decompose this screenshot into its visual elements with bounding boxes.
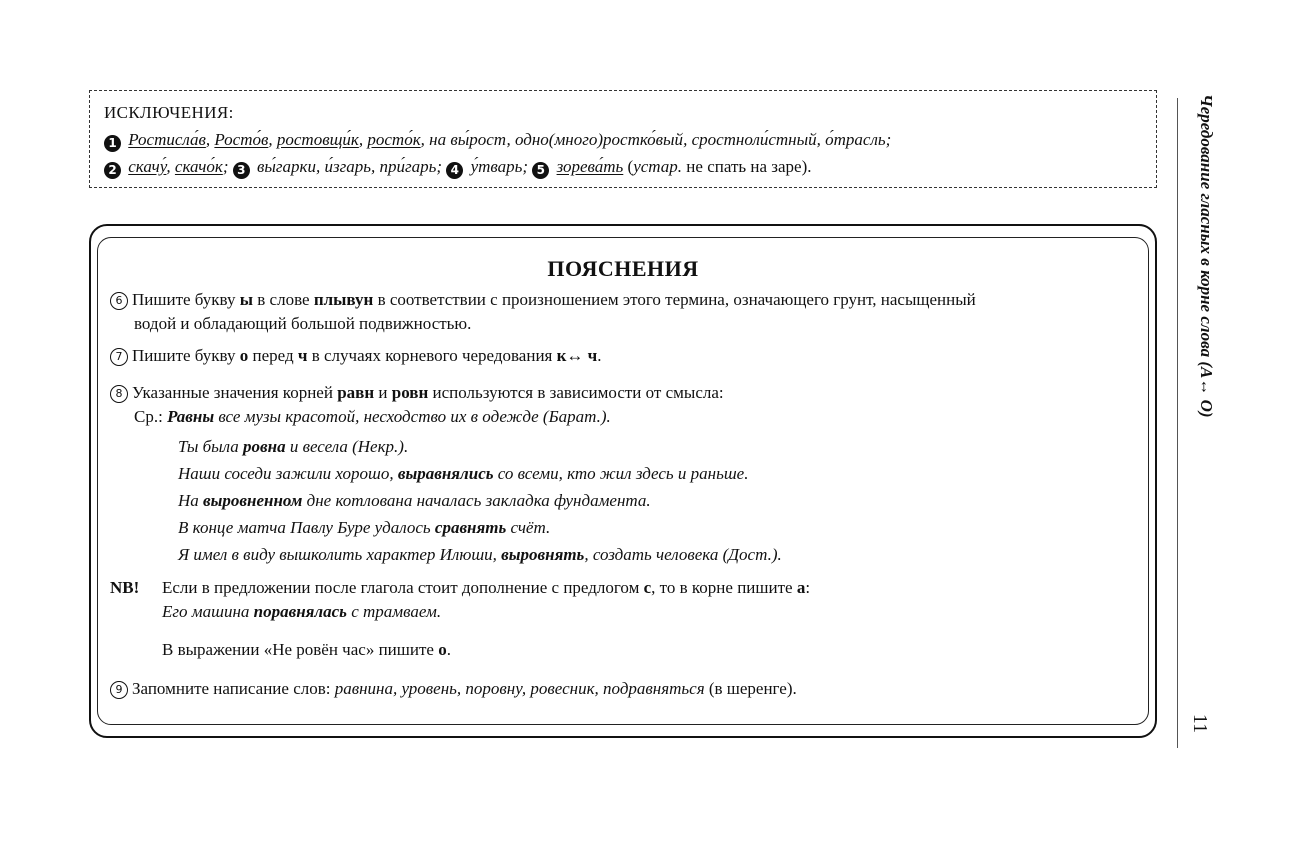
note-abbreviation: устар.	[633, 157, 683, 176]
exception-word: зорева́ть	[556, 157, 624, 176]
nb-label: NB!	[110, 578, 140, 597]
exception-word: о́трасль	[825, 130, 886, 149]
explanations-heading: ПОЯСНЕНИЯ	[547, 256, 699, 281]
number-3-badge: 3	[233, 162, 250, 179]
exceptions-box	[89, 90, 1157, 188]
page-number: 11	[1189, 713, 1212, 734]
number-8-circle: 8	[110, 385, 128, 403]
nb-note: NB! Если в предложении после глагола стоит дополнение с предлогом с, то в корне пишите а: Его машина поравнялась с трамваем. В выражении «Не ровён час» пишите о.	[110, 578, 811, 659]
running-title: Чередование гласных в корне слова (А↔ О)	[1197, 94, 1216, 418]
exceptions-line-2: 2 скачу́, скачо́к; 3 вы́гарки, и́згарь, при́гарь; 4 у́тварь; 5 зорева́ть (устар. не спать на заре).	[104, 153, 1142, 180]
number-4-badge: 4	[446, 162, 463, 179]
number-6-circle: 6	[110, 292, 128, 310]
exception-word: росто́к	[367, 130, 421, 149]
number-2-badge: 2	[104, 162, 121, 179]
exception-word: на вы́рост	[429, 130, 507, 149]
number-1-badge: 1	[104, 135, 121, 152]
exception-word: вы́гарки	[257, 157, 316, 176]
explanations-box	[89, 224, 1157, 738]
exception-word: Ростисла́в	[128, 130, 206, 149]
exception-word: скачо́к	[174, 157, 223, 176]
number-9-circle: 9	[110, 681, 128, 699]
exception-word: у́тварь	[470, 157, 523, 176]
explanations-inner-frame	[97, 237, 1149, 725]
note-text: не спать на заре).	[686, 157, 812, 176]
side-rule	[1177, 98, 1178, 748]
exception-word: и́згарь	[324, 157, 372, 176]
explanation-7: 7 Пишите букву о перед ч в случаях корневого чередования к↔ ч.	[110, 344, 1134, 368]
exception-word: Росто́в	[214, 130, 269, 149]
number-7-circle: 7	[110, 348, 128, 366]
exception-word: ростовщи́к	[276, 130, 359, 149]
exceptions-line-1: 1 Ростисла́в, Росто́в, ростовщи́к, росто́к, на вы́рост, одно(много)ростко́вый, сростноли́стный, о́трасль;	[104, 126, 1142, 153]
number-5-badge: 5	[532, 162, 549, 179]
explanation-9: 9 Запомните написание слов: равнина, уровень, поровну, ровесник, подравняться (в шеренге).	[110, 677, 1134, 701]
explanation-6: 6 Пишите букву ы в слове плывун в соответствии с произношением этого термина, означающего грунт, насыщенный водой и обладающий большой подвижностью.	[110, 288, 1134, 336]
exception-word: сростноли́стный	[691, 130, 817, 149]
exception-word: одно(много)ростко́вый	[514, 130, 684, 149]
exceptions-heading: ИСКЛЮЧЕНИЯ:	[104, 103, 234, 122]
exception-word: скачу́	[128, 157, 167, 176]
exception-word: при́гарь	[379, 157, 437, 176]
explanation-8: 8 Указанные значения корней равн и ровн используются в зависимости от смысла: Ср.: Равны все музы красотой, несходство их в одежде (Барат.). Ты была ровна и весела (Некр.). Наши соседи зажили хорошо, выравнялись со всеми, кто жил здесь и раньше. На выровненном дне котлована началась закладка фундамента. В конце матча Павлу Буре удалось сравнять счёт. Я имел в виду вышколить характер Илюши, выровнять, создать человека (Дост.).	[110, 381, 1134, 568]
